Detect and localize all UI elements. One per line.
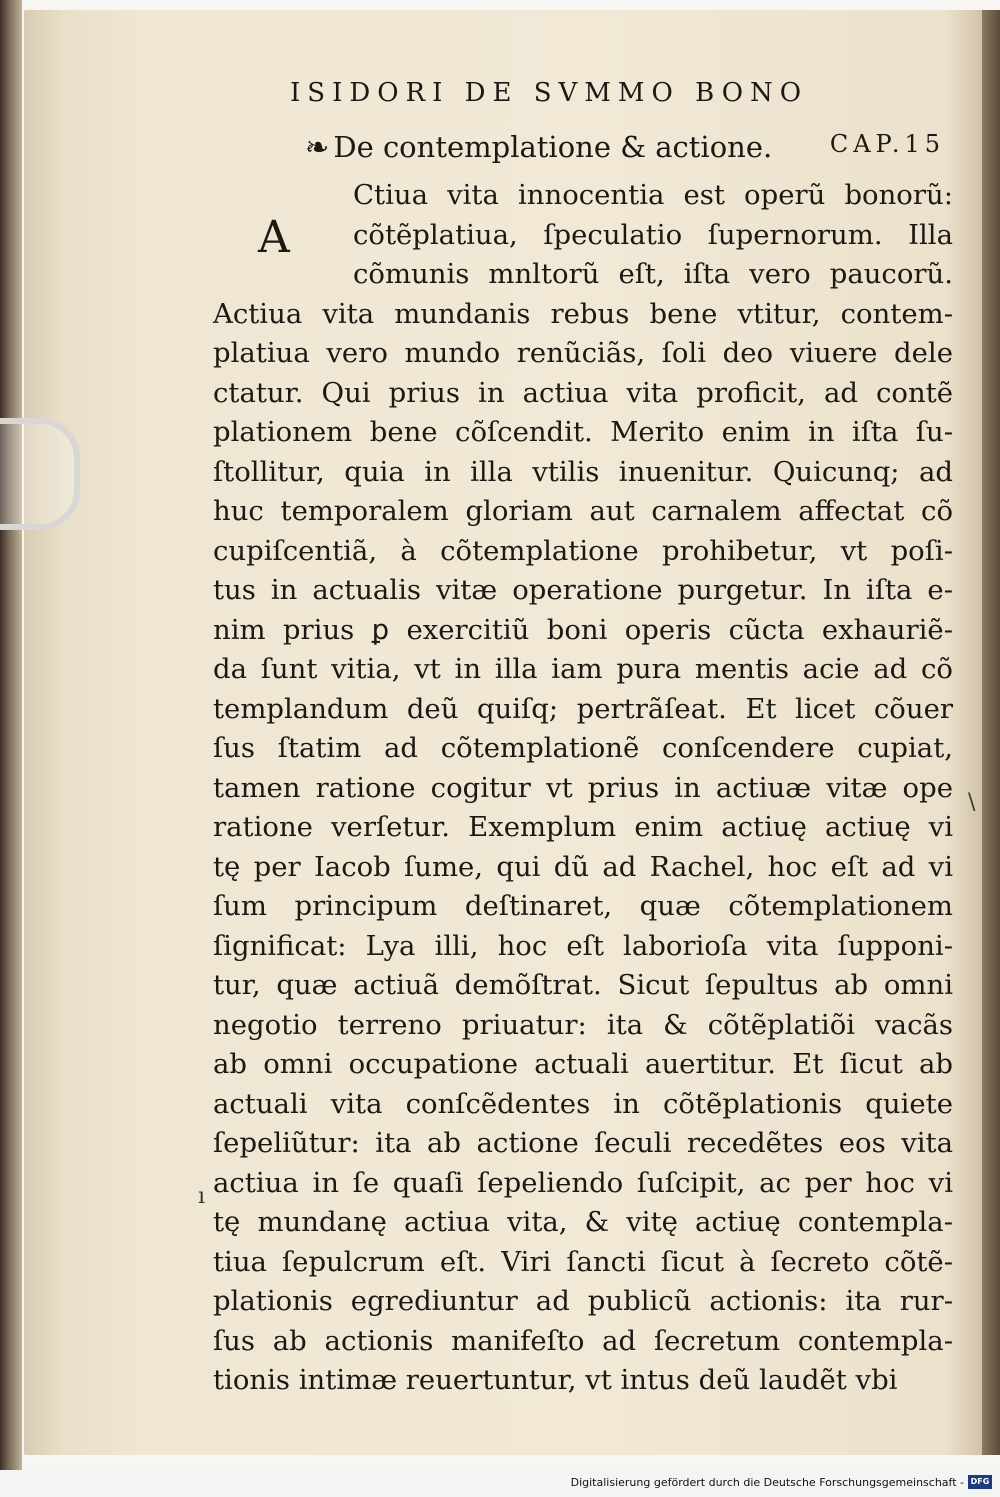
page-clip [0,418,80,530]
text-line: tamen ratione cogitur vt prius in actiuæ vitæ ope [213,771,953,804]
text-line: ſus ab actionis manifeſto ad ſecretum contempla- [213,1324,953,1357]
digitization-credit: Digitalisierung gefördert durch die Deutsche Forschungsgemeinschaft - [570,1476,964,1489]
initial-letter: A [258,212,290,263]
running-head: ISIDORI DE SVMMO BONO [290,78,809,108]
text-line: cupiſcentiã, à cõtemplatione prohibetur, vt poſi- [213,534,953,567]
page-fore-edge [982,10,1000,1455]
text-line: tę mundanę actiua vita, & vitę actiuę contempla- [213,1206,953,1238]
text-line: tę per Iacob ſume, qui dũ ad Rachel, hoc eſt ad vi [213,850,953,883]
text-line: ſtollitur, quia in illa vtilis inuenitur. Quicunq; ad [213,455,953,488]
text-line: plationem bene cõſcendit. Merito enim in iſta ſu- [213,416,953,448]
text-line: huc temporalem gloriam aut carnalem affectat cõ [213,495,953,527]
chapter-heading [305,130,945,164]
text-line: ab omni occupatione actuali auertitur. Et ſicut ab [213,1048,953,1080]
text-line: negotio terreno priuatur: ita & cõtẽplatiõi vacãs [213,1008,953,1041]
dfg-logo: DFG [968,1475,992,1489]
text-line: ratione verſetur. Exemplum enim actiuę actiuę vi [213,811,953,843]
text-line: da ſunt vitia, vt in illa iam pura mentis acie ad cõ [213,653,953,685]
body-text [213,176,953,1401]
book-spine-edge [0,0,22,1470]
text-line: Ctiua vita innocentia est operũ bonorũ: [353,179,953,211]
text-line: actiua in ſe quaſi ſepeliendo ſuſcipit, ac per hoc vi [213,1166,953,1199]
text-line: ctatur. Qui prius in actiua vita proficit, ad contẽ [213,376,953,409]
text-line: ſepeliũtur: ita ab actione ſeculi recedẽtes eos vita [213,1127,953,1159]
chapter-title: De contemplatione & actione. [333,130,773,164]
text-line: nim prius ꝑ exercitiũ boni operis cũcta exhauriẽ- [213,613,953,646]
text-line: actuali vita conſcẽdentes in cõtẽplationis quiete [213,1087,953,1120]
margin-mark: \ [968,790,976,815]
text-line: tur, quæ actiuã demõſtrat. Sicut ſepultus ab omni [213,969,953,1001]
text-line: ſus ſtatim ad cõtemplationẽ conſcendere cupiat, [213,732,953,764]
text-line: cõmunis mnltorũ eſt, iſta vero paucorũ. [353,258,953,290]
text-line: ſum principum deſtinaret, quæ cõtemplationem [213,890,953,922]
margin-mark: ı [198,1184,206,1209]
text-line: cõtẽplatiua, ſpeculatio ſupernorum. Illa [353,218,953,251]
text-line: tus in actualis vitæ operatione purgetur. In iſta e- [213,574,953,606]
chapter-number: CAP.15 [829,130,945,158]
text-line: templandum deũ quiſq; pertrãſeat. Et licet cõuer [213,692,953,725]
text-line: tiua ſepulcrum eſt. Viri ſancti ſicut à ſecreto cõtẽ- [213,1245,953,1278]
fleuron-icon: ❧ [305,130,330,164]
text-line: plationis egrediuntur ad publicũ actionis: ita rur- [213,1285,953,1317]
text-line: platiua vero mundo renũciãs, ſoli deo viuere dele [213,337,953,369]
text-line: tionis intimæ reuertuntur, vt intus deũ laudẽt vbi [213,1364,898,1396]
text-line: Actiua vita mundanis rebus bene vtitur, contem- [213,297,953,330]
text-line: ſignificat: Lya illi, hoc eſt laborioſa vita ſupponi- [213,929,953,962]
